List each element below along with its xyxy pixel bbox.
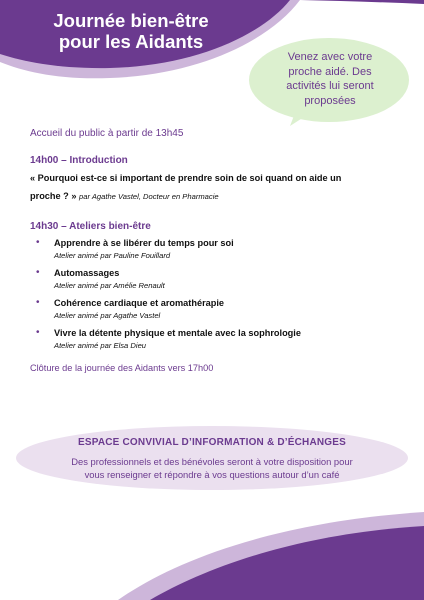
atelier-title: Cohérence cardiaque et aromathérapie — [54, 298, 225, 308]
bubble-line-2: proche aidé. Des — [288, 65, 372, 78]
list-item — [30, 236, 400, 262]
accueil-text: Accueil du public à partir de 13h45 — [30, 128, 184, 139]
bullet-icon: • — [36, 237, 40, 248]
atelier-speaker: Atelier animé par Elsa Dieu — [54, 341, 147, 350]
introduction-question — [30, 169, 400, 206]
ateliers-heading: 14h30 – Ateliers bien-être — [30, 221, 151, 232]
header-title — [36, 10, 226, 52]
speech-bubble-text — [268, 50, 392, 108]
introduction-heading: 14h00 – Introduction — [30, 155, 128, 166]
bullet-icon: • — [36, 327, 40, 338]
atelier-speaker: Atelier animé par Amélie Renault — [54, 281, 165, 290]
atelier-title: Vivre la détente physique et mentale avec la sophrologie — [54, 328, 301, 338]
atelier-speaker: Atelier animé par Agathe Vastel — [54, 311, 161, 320]
introduction-question-line-2: proche ? » — [30, 191, 77, 201]
header-top-right-curve — [300, 0, 424, 4]
list-item — [30, 326, 400, 352]
ateliers-list — [30, 236, 400, 352]
espace-convivial-box — [16, 426, 408, 490]
atelier-title: Apprendre à se libérer du temps pour soi — [54, 238, 234, 248]
atelier-title: Automassages — [54, 268, 120, 278]
header-title-line-2: pour les Aidants — [58, 31, 204, 52]
introduction-speaker: par Agathe Vastel, Docteur en Pharmacie — [79, 192, 219, 201]
bubble-line-4: proposées — [304, 94, 356, 107]
closing-text: Clôture de la journée des Aidants vers 17h00 — [30, 363, 214, 373]
espace-text — [40, 455, 384, 481]
bubble-line-3: activités lui seront — [286, 80, 374, 92]
bullet-icon: • — [36, 267, 40, 278]
list-item — [30, 296, 400, 322]
program-content — [30, 127, 400, 374]
bubble-line-1: Venez avec votre — [287, 51, 373, 63]
bullet-icon: • — [36, 297, 40, 308]
header-title-line-1: Journée bien-être — [53, 10, 209, 31]
introduction-question-line-1: « Pourquoi est-ce si important de prendre soin de soi quand on aide un — [30, 173, 342, 183]
espace-title: ESPACE CONVIVIAL D’INFORMATION & D’ÉCHANGES — [77, 437, 347, 448]
list-item — [30, 266, 400, 292]
atelier-speaker: Atelier animé par Pauline Fouillard — [54, 251, 171, 260]
espace-text-line-1: Des professionnels et des bénévoles seront à votre disposition pour — [71, 456, 353, 467]
espace-text-line-2: vous renseigner et répondre à vos questions autour d’un café — [84, 469, 340, 480]
